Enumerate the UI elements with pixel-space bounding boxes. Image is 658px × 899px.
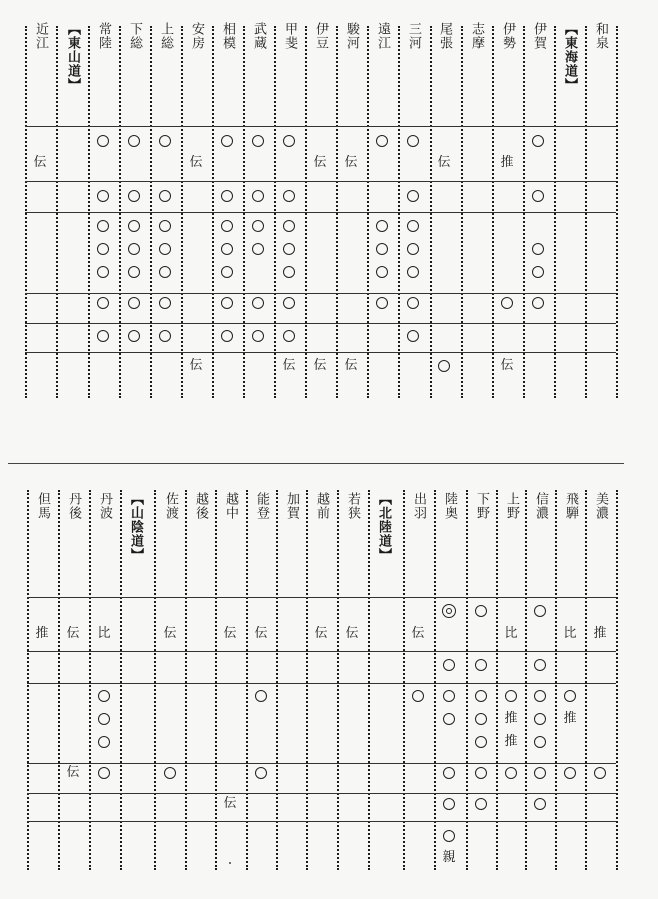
province-name: 飛騨	[563, 492, 578, 520]
circle-mark	[248, 216, 268, 236]
circle-icon	[475, 767, 487, 779]
circle-mark	[124, 131, 144, 151]
circle-mark	[155, 262, 175, 282]
circle-mark	[155, 326, 175, 346]
circle-icon	[532, 243, 544, 255]
row-rule	[27, 651, 616, 652]
circle-mark	[528, 186, 548, 206]
circle-icon	[532, 297, 544, 309]
province-name: 陸奥	[442, 492, 457, 520]
circle-icon	[159, 190, 171, 202]
circle-icon	[475, 605, 487, 617]
column-divider	[154, 490, 156, 870]
province-name: 信濃	[533, 492, 548, 520]
province-name: 越後	[193, 492, 208, 520]
circle-mark	[530, 732, 550, 752]
circle-mark	[528, 262, 548, 282]
province-name: 越前	[314, 492, 329, 520]
circle-mark	[528, 131, 548, 151]
circle-icon	[159, 243, 171, 255]
circle-mark	[439, 709, 459, 729]
province-name: 甲斐	[282, 22, 297, 50]
column-divider	[555, 490, 557, 870]
circle-mark	[590, 763, 610, 783]
row-rule	[25, 323, 616, 324]
circle-icon	[283, 135, 295, 147]
circle-icon	[376, 220, 388, 232]
circle-mark	[124, 239, 144, 259]
den-mark: 伝	[344, 155, 358, 170]
den-mark: 伝	[223, 626, 237, 641]
province-name: 三河	[406, 22, 421, 50]
circle-mark	[403, 326, 423, 346]
circle-icon	[505, 690, 517, 702]
province-name: 【北陸道】	[376, 492, 391, 562]
column-divider	[616, 26, 618, 398]
circle-mark	[530, 686, 550, 706]
circle-mark	[372, 216, 392, 236]
circle-mark	[93, 186, 113, 206]
circle-mark	[439, 794, 459, 814]
province-name: 越中	[223, 492, 238, 520]
den-mark: 伝	[500, 358, 514, 373]
province-name: 美濃	[593, 492, 608, 520]
circle-icon	[159, 297, 171, 309]
hi-mark: 比	[563, 626, 577, 641]
circle-mark	[217, 293, 237, 313]
province-name: 遠江	[375, 22, 390, 50]
circle-icon	[97, 135, 109, 147]
row-rule	[27, 683, 616, 684]
column-divider	[616, 490, 618, 870]
province-name: 駿河	[344, 22, 359, 50]
circle-mark	[217, 239, 237, 259]
circle-icon	[407, 220, 419, 232]
column-divider	[434, 490, 436, 870]
circle-mark	[471, 763, 491, 783]
circle-icon	[221, 297, 233, 309]
circle-mark	[403, 239, 423, 259]
row-rule	[27, 763, 616, 764]
circle-mark	[560, 686, 580, 706]
column-divider	[27, 490, 29, 870]
sui-mark: 推	[504, 711, 518, 726]
circle-icon	[443, 767, 455, 779]
row-rule	[25, 352, 616, 353]
circle-icon	[255, 767, 267, 779]
circle-icon	[407, 266, 419, 278]
circle-mark	[155, 293, 175, 313]
circle-icon	[475, 659, 487, 671]
column-divider	[496, 490, 498, 870]
circle-icon	[501, 297, 513, 309]
circle-mark	[408, 686, 428, 706]
circle-icon	[221, 243, 233, 255]
circle-icon	[443, 798, 455, 810]
circle-mark	[434, 356, 454, 376]
circle-mark	[372, 131, 392, 151]
den-mark: 伝	[313, 358, 327, 373]
province-name: 上野	[504, 492, 519, 520]
circle-mark	[279, 186, 299, 206]
circle-mark	[251, 686, 271, 706]
circle-icon	[283, 330, 295, 342]
circle-mark	[528, 239, 548, 259]
column-divider	[466, 490, 468, 870]
circle-icon	[98, 713, 110, 725]
circle-icon	[407, 190, 419, 202]
circle-icon	[443, 830, 455, 842]
province-name: 和泉	[593, 22, 608, 50]
row-rule	[25, 181, 616, 182]
circle-icon	[376, 297, 388, 309]
column-divider	[525, 490, 527, 870]
circle-icon	[534, 798, 546, 810]
sui-mark: 推	[35, 626, 49, 641]
den-mark: 伝	[223, 796, 237, 811]
province-name: 近江	[33, 22, 48, 50]
circle-icon	[97, 330, 109, 342]
circle-mark	[560, 763, 580, 783]
column-divider	[58, 490, 60, 870]
circle-mark	[403, 186, 423, 206]
circle-mark	[93, 131, 113, 151]
circle-icon	[98, 767, 110, 779]
den-mark: 伝	[33, 155, 47, 170]
shin-mark: 親	[442, 850, 456, 865]
province-name: 丹後	[66, 492, 81, 520]
circle-mark	[93, 262, 113, 282]
circle-mark	[279, 239, 299, 259]
den-mark: 伝	[344, 358, 358, 373]
circle-icon	[407, 135, 419, 147]
circle-icon	[97, 266, 109, 278]
circle-icon	[407, 297, 419, 309]
column-divider	[120, 490, 122, 870]
column-divider	[403, 490, 405, 870]
circle-mark	[217, 262, 237, 282]
circle-mark	[217, 216, 237, 236]
circle-mark	[251, 763, 271, 783]
province-name: 安房	[189, 22, 204, 50]
double-circle-mark	[439, 601, 459, 621]
circle-mark	[501, 686, 521, 706]
circle-icon	[128, 190, 140, 202]
circle-mark	[279, 293, 299, 313]
column-divider	[585, 490, 587, 870]
double-circle-icon	[442, 604, 456, 618]
circle-icon	[475, 736, 487, 748]
circle-mark	[471, 601, 491, 621]
circle-mark	[530, 601, 550, 621]
province-name: 加賀	[284, 492, 299, 520]
den-mark: 伝	[189, 358, 203, 373]
circle-icon	[221, 330, 233, 342]
circle-icon	[283, 190, 295, 202]
circle-icon	[221, 220, 233, 232]
circle-icon	[97, 220, 109, 232]
column-divider	[368, 490, 370, 870]
circle-mark	[439, 826, 459, 846]
province-name: 常陸	[96, 22, 111, 50]
circle-mark	[160, 763, 180, 783]
circle-icon	[532, 135, 544, 147]
circle-icon	[159, 220, 171, 232]
circle-mark	[124, 262, 144, 282]
circle-icon	[221, 135, 233, 147]
circle-mark	[528, 293, 548, 313]
province-name: 伊豆	[313, 22, 328, 50]
den-mark: 伝	[345, 626, 359, 641]
province-name: 丹波	[97, 492, 112, 520]
circle-mark	[439, 655, 459, 675]
circle-icon	[534, 736, 546, 748]
circle-icon	[376, 266, 388, 278]
circle-mark	[403, 262, 423, 282]
circle-icon	[534, 605, 546, 617]
circle-mark	[248, 326, 268, 346]
row-rule	[25, 126, 616, 127]
circle-icon	[97, 190, 109, 202]
province-name: 下総	[127, 22, 142, 50]
circle-mark	[94, 732, 114, 752]
circle-mark	[124, 326, 144, 346]
column-divider	[246, 490, 248, 870]
province-name: 出羽	[411, 492, 426, 520]
province-name: 能登	[254, 492, 269, 520]
circle-mark	[93, 326, 113, 346]
circle-icon	[128, 135, 140, 147]
den-mark: 伝	[313, 155, 327, 170]
circle-mark	[217, 326, 237, 346]
circle-mark	[530, 763, 550, 783]
circle-mark	[372, 262, 392, 282]
circle-icon	[159, 135, 171, 147]
circle-mark	[372, 293, 392, 313]
column-divider	[276, 490, 278, 870]
circle-icon	[283, 266, 295, 278]
ink-speck	[229, 862, 231, 864]
circle-icon	[128, 220, 140, 232]
circle-mark	[94, 686, 114, 706]
circle-mark	[94, 763, 114, 783]
circle-mark	[155, 186, 175, 206]
circle-icon	[164, 767, 176, 779]
circle-icon	[564, 767, 576, 779]
circle-mark	[279, 216, 299, 236]
circle-icon	[283, 220, 295, 232]
den-mark: 伝	[254, 626, 268, 641]
circle-icon	[505, 767, 517, 779]
circle-icon	[594, 767, 606, 779]
row-rule	[27, 821, 616, 822]
province-name: 若狭	[345, 492, 360, 520]
sui-mark: 推	[500, 155, 514, 170]
circle-mark	[471, 709, 491, 729]
circle-icon	[221, 266, 233, 278]
circle-mark	[155, 216, 175, 236]
circle-mark	[497, 293, 517, 313]
circle-mark	[439, 686, 459, 706]
circle-mark	[93, 216, 113, 236]
circle-icon	[532, 266, 544, 278]
circle-icon	[159, 330, 171, 342]
province-name: 但馬	[35, 492, 50, 520]
circle-icon	[475, 798, 487, 810]
circle-icon	[443, 690, 455, 702]
circle-icon	[128, 297, 140, 309]
den-mark: 伝	[314, 626, 328, 641]
hi-mark: 比	[504, 626, 518, 641]
circle-icon	[128, 266, 140, 278]
circle-icon	[443, 659, 455, 671]
sui-mark: 推	[504, 734, 518, 749]
circle-mark	[372, 239, 392, 259]
circle-mark	[124, 186, 144, 206]
circle-icon	[534, 659, 546, 671]
province-name: 伊勢	[500, 22, 515, 50]
province-name: 【東山道】	[65, 22, 80, 92]
circle-mark	[501, 763, 521, 783]
column-divider	[185, 490, 187, 870]
circle-mark	[155, 131, 175, 151]
province-name: 武蔵	[251, 22, 266, 50]
circle-icon	[376, 135, 388, 147]
circle-mark	[217, 186, 237, 206]
circle-mark	[155, 239, 175, 259]
den-mark: 伝	[282, 358, 296, 373]
circle-mark	[93, 293, 113, 313]
circle-icon	[534, 713, 546, 725]
circle-mark	[279, 131, 299, 151]
circle-icon	[407, 330, 419, 342]
circle-icon	[97, 243, 109, 255]
province-name: 志摩	[469, 22, 484, 50]
den-mark: 伝	[163, 626, 177, 641]
row-rule	[27, 597, 616, 598]
circle-icon	[407, 243, 419, 255]
circle-icon	[475, 713, 487, 725]
column-divider	[306, 490, 308, 870]
province-name: 【山陰道】	[128, 492, 143, 562]
circle-mark	[94, 709, 114, 729]
circle-icon	[412, 690, 424, 702]
circle-icon	[534, 690, 546, 702]
den-mark: 伝	[66, 765, 80, 780]
circle-mark	[217, 131, 237, 151]
circle-icon	[98, 736, 110, 748]
column-divider	[215, 490, 217, 870]
row-rule	[27, 793, 616, 794]
province-name: 下野	[474, 492, 489, 520]
circle-icon	[252, 190, 264, 202]
circle-icon	[252, 220, 264, 232]
circle-icon	[252, 243, 264, 255]
circle-mark	[530, 655, 550, 675]
circle-icon	[283, 297, 295, 309]
circle-icon	[252, 135, 264, 147]
den-mark: 伝	[411, 626, 425, 641]
circle-icon	[128, 330, 140, 342]
den-mark: 伝	[66, 626, 80, 641]
circle-mark	[471, 794, 491, 814]
circle-icon	[475, 690, 487, 702]
circle-mark	[124, 216, 144, 236]
circle-icon	[283, 243, 295, 255]
den-mark: 伝	[437, 155, 451, 170]
circle-mark	[471, 686, 491, 706]
circle-mark	[471, 732, 491, 752]
column-divider	[337, 490, 339, 870]
circle-mark	[248, 293, 268, 313]
circle-mark	[439, 763, 459, 783]
province-name: 伊賀	[531, 22, 546, 50]
circle-mark	[93, 239, 113, 259]
province-name: 【東海道】	[562, 22, 577, 92]
circle-mark	[248, 239, 268, 259]
den-mark: 伝	[189, 155, 203, 170]
circle-mark	[248, 131, 268, 151]
province-name: 相模	[220, 22, 235, 50]
sui-mark: 推	[563, 711, 577, 726]
circle-mark	[403, 216, 423, 236]
circle-icon	[443, 713, 455, 725]
circle-icon	[128, 243, 140, 255]
circle-icon	[564, 690, 576, 702]
circle-icon	[252, 297, 264, 309]
circle-mark	[530, 709, 550, 729]
circle-mark	[530, 794, 550, 814]
circle-icon	[221, 190, 233, 202]
circle-icon	[532, 190, 544, 202]
circle-icon	[97, 297, 109, 309]
circle-mark	[279, 262, 299, 282]
circle-mark	[124, 293, 144, 313]
circle-mark	[279, 326, 299, 346]
circle-icon	[376, 243, 388, 255]
circle-mark	[403, 131, 423, 151]
row-rule	[25, 212, 616, 213]
circle-mark	[248, 186, 268, 206]
circle-icon	[98, 690, 110, 702]
province-name: 上総	[158, 22, 173, 50]
province-name: 佐渡	[163, 492, 178, 520]
province-name: 尾張	[437, 22, 452, 50]
sui-mark: 推	[593, 626, 607, 641]
circle-mark	[403, 293, 423, 313]
circle-icon	[159, 266, 171, 278]
circle-mark	[471, 655, 491, 675]
circle-icon	[534, 767, 546, 779]
circle-icon	[255, 690, 267, 702]
section-divider	[8, 463, 624, 464]
circle-icon	[438, 360, 450, 372]
circle-icon	[252, 330, 264, 342]
column-divider	[89, 490, 91, 870]
hi-mark: 比	[97, 626, 111, 641]
